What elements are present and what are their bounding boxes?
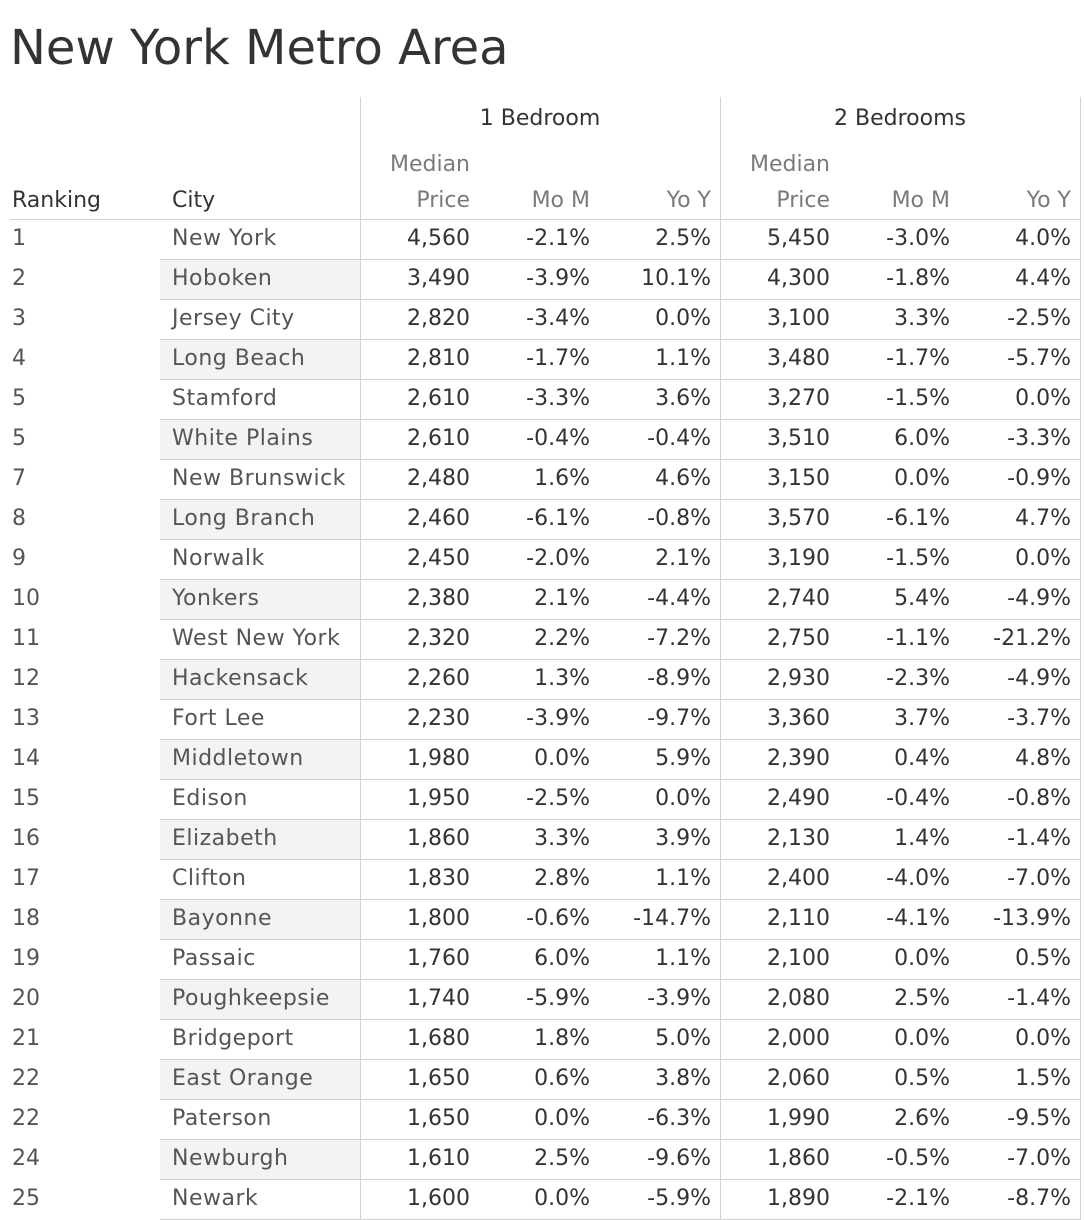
table-cell: 2,480 [407, 466, 470, 491]
table-cell: 2,610 [407, 386, 470, 411]
rank-cell: 19 [12, 946, 40, 971]
rank-cell: 5 [12, 386, 26, 411]
table-cell: 2,930 [767, 666, 830, 691]
row-divider [160, 1019, 1080, 1020]
table-cell: -1.1% [886, 626, 950, 651]
subcolumn-header: Median [749, 152, 830, 177]
table-cell: -4.4% [647, 586, 711, 611]
table-cell: 3,270 [767, 386, 830, 411]
table-cell: 5.4% [894, 586, 950, 611]
header-ranking: Ranking [12, 188, 101, 213]
table-cell: 0.0% [1015, 546, 1071, 571]
table-cell: 2,000 [767, 1026, 830, 1051]
table-cell: -3.3% [1007, 426, 1071, 451]
table-cell: -0.5% [886, 1146, 950, 1171]
row-divider [160, 859, 1080, 860]
table-cell: 4,300 [767, 266, 830, 291]
table-cell: 4.7% [1015, 506, 1071, 531]
table-cell: 2,390 [767, 746, 830, 771]
table-cell: 0.5% [1015, 946, 1071, 971]
table-cell: -7.0% [1007, 866, 1071, 891]
table-cell: 3.3% [534, 826, 590, 851]
table-cell: 4.8% [1015, 746, 1071, 771]
row-divider [160, 1139, 1080, 1140]
subcolumn-header: Yo Y [666, 188, 711, 213]
table-cell: 5,450 [767, 226, 830, 251]
table-cell: -9.5% [1007, 1106, 1071, 1131]
rank-cell: 20 [12, 986, 40, 1011]
rank-cell: 12 [12, 666, 40, 691]
rank-cell: 1 [12, 226, 26, 251]
table-cell: 1,830 [407, 866, 470, 891]
table-cell: 2,400 [767, 866, 830, 891]
city-cell: Edison [172, 786, 248, 811]
table-cell: 1,760 [407, 946, 470, 971]
table-cell: -2.0% [526, 546, 590, 571]
table-cell: -1.8% [886, 266, 950, 291]
rank-cell: 17 [12, 866, 40, 891]
table-cell: 1,600 [407, 1186, 470, 1211]
row-divider [160, 899, 1080, 900]
table-cell: -2.5% [526, 786, 590, 811]
table-cell: 1.1% [655, 866, 711, 891]
table-cell: 0.0% [534, 1106, 590, 1131]
table-cell: 2,320 [407, 626, 470, 651]
table-cell: 1,740 [407, 986, 470, 1011]
table-cell: 0.0% [894, 1026, 950, 1051]
rank-cell: 18 [12, 906, 40, 931]
table-cell: 3,360 [767, 706, 830, 731]
rank-cell: 9 [12, 546, 26, 571]
table-cell: -9.7% [647, 706, 711, 731]
row-divider [160, 739, 1080, 740]
row-divider [10, 219, 1080, 220]
table-cell: -0.4% [647, 426, 711, 451]
table-cell: 1.1% [655, 946, 711, 971]
table-cell: -2.1% [886, 1186, 950, 1211]
table-cell: 1,610 [407, 1146, 470, 1171]
table-cell: -0.4% [526, 426, 590, 451]
city-cell: White Plains [172, 426, 314, 451]
table-cell: 2,080 [767, 986, 830, 1011]
table-cell: -0.9% [1007, 466, 1071, 491]
city-cell: Elizabeth [172, 826, 278, 851]
table-cell: -1.5% [886, 386, 950, 411]
table-cell: 3,100 [767, 306, 830, 331]
table-cell: 2.5% [655, 226, 711, 251]
table-cell: 6.0% [894, 426, 950, 451]
table-cell: -4.9% [1007, 586, 1071, 611]
page-title: New York Metro Area [10, 20, 509, 76]
row-divider [160, 779, 1080, 780]
city-cell: Long Beach [172, 346, 306, 371]
city-cell: East Orange [172, 1066, 314, 1091]
table-cell: -3.4% [526, 306, 590, 331]
rank-cell: 7 [12, 466, 26, 491]
city-cell: Newark [172, 1186, 259, 1211]
row-divider [160, 579, 1080, 580]
table-cell: -6.1% [526, 506, 590, 531]
row-divider [160, 379, 1080, 380]
city-cell: West New York [172, 626, 341, 651]
city-cell: Bayonne [172, 906, 272, 931]
city-cell: Stamford [172, 386, 278, 411]
table-cell: -1.7% [886, 346, 950, 371]
rank-cell: 24 [12, 1146, 40, 1171]
group-header: 1 Bedroom [479, 106, 601, 131]
header-city: City [172, 188, 216, 213]
table-cell: 2,380 [407, 586, 470, 611]
rank-cell: 13 [12, 706, 40, 731]
rank-cell: 25 [12, 1186, 40, 1211]
table-cell: 1,990 [767, 1106, 830, 1131]
table-cell: 1.1% [655, 346, 711, 371]
table-cell: 1,800 [407, 906, 470, 931]
row-divider [160, 659, 1080, 660]
table-cell: -3.0% [886, 226, 950, 251]
row-divider [160, 259, 1080, 260]
table-cell: -14.7% [633, 906, 711, 931]
table-cell: 1,650 [407, 1106, 470, 1131]
table-cell: 0.4% [894, 746, 950, 771]
table-cell: 2.5% [894, 986, 950, 1011]
rank-cell: 22 [12, 1066, 40, 1091]
rank-cell: 15 [12, 786, 40, 811]
row-divider [160, 299, 1080, 300]
table-cell: 2.1% [655, 546, 711, 571]
row-divider [160, 619, 1080, 620]
table-cell: 0.0% [655, 306, 711, 331]
rank-cell: 11 [12, 626, 40, 651]
table-cell: 1,860 [767, 1146, 830, 1171]
table-cell: -2.1% [526, 226, 590, 251]
table-cell: -1.4% [1007, 826, 1071, 851]
table-cell: 0.5% [894, 1066, 950, 1091]
city-cell: Norwalk [172, 546, 265, 571]
table-cell: 3,570 [767, 506, 830, 531]
row-divider [160, 939, 1080, 940]
row-divider [160, 1059, 1080, 1060]
city-cell: Long Branch [172, 506, 316, 531]
table-cell: -6.1% [886, 506, 950, 531]
table-cell: 0.0% [894, 946, 950, 971]
table-cell: 2,610 [407, 426, 470, 451]
table-cell: 2,260 [407, 666, 470, 691]
table-cell: -8.7% [1007, 1186, 1071, 1211]
table-cell: -4.1% [886, 906, 950, 931]
row-divider [160, 499, 1080, 500]
table-cell: 0.0% [1015, 1026, 1071, 1051]
table-cell: 3,190 [767, 546, 830, 571]
table-cell: 4,560 [407, 226, 470, 251]
table-cell: -3.7% [1007, 706, 1071, 731]
rank-cell: 4 [12, 346, 26, 371]
column-separator [1080, 97, 1081, 1220]
table-cell: 1.4% [894, 826, 950, 851]
table-cell: 4.4% [1015, 266, 1071, 291]
city-cell: New Brunswick [172, 466, 346, 491]
rank-cell: 3 [12, 306, 26, 331]
rank-cell: 5 [12, 426, 26, 451]
subcolumn-header: Mo M [531, 188, 590, 213]
table-cell: -5.9% [647, 1186, 711, 1211]
rank-cell: 14 [12, 746, 40, 771]
rank-cell: 10 [12, 586, 40, 611]
table-cell: -21.2% [993, 626, 1071, 651]
city-cell: Hoboken [172, 266, 273, 291]
table-cell: -0.4% [886, 786, 950, 811]
row-divider [160, 699, 1080, 700]
table-cell: 3.3% [894, 306, 950, 331]
table-cell: 0.0% [894, 466, 950, 491]
table-cell: -1.7% [526, 346, 590, 371]
row-divider [160, 979, 1080, 980]
rank-cell: 2 [12, 266, 26, 291]
table-cell: 2.8% [534, 866, 590, 891]
table-cell: 3.9% [655, 826, 711, 851]
rank-cell: 21 [12, 1026, 40, 1051]
table-cell: -5.9% [526, 986, 590, 1011]
table-cell: 2,490 [767, 786, 830, 811]
group-header: 2 Bedrooms [834, 106, 966, 131]
row-divider [160, 1099, 1080, 1100]
city-cell: Bridgeport [172, 1026, 294, 1051]
city-cell: Poughkeepsie [172, 986, 330, 1011]
table-cell: -5.7% [1007, 346, 1071, 371]
city-cell: Paterson [172, 1106, 272, 1131]
table-cell: 0.0% [534, 1186, 590, 1211]
table-cell: 2,230 [407, 706, 470, 731]
table-cell: -1.5% [886, 546, 950, 571]
table-cell: -1.4% [1007, 986, 1071, 1011]
table-cell: 3,150 [767, 466, 830, 491]
row-divider [160, 419, 1080, 420]
table-cell: -6.3% [647, 1106, 711, 1131]
table-cell: 2,130 [767, 826, 830, 851]
city-cell: Fort Lee [172, 706, 265, 731]
city-cell: Yonkers [172, 586, 260, 611]
table-cell: -4.9% [1007, 666, 1071, 691]
table-cell: 3.7% [894, 706, 950, 731]
table-cell: -3.9% [526, 266, 590, 291]
table-cell: 2,450 [407, 546, 470, 571]
row-divider [160, 459, 1080, 460]
table-cell: 0.6% [534, 1066, 590, 1091]
table-cell: -9.6% [647, 1146, 711, 1171]
table-cell: 0.0% [1015, 386, 1071, 411]
table-cell: 2.2% [534, 626, 590, 651]
table-cell: 1.8% [534, 1026, 590, 1051]
subcolumn-header: Yo Y [1026, 188, 1071, 213]
table-cell: 2.6% [894, 1106, 950, 1131]
table-cell: 1,680 [407, 1026, 470, 1051]
table-cell: 1.3% [534, 666, 590, 691]
city-cell: Clifton [172, 866, 247, 891]
table-cell: 2,810 [407, 346, 470, 371]
table-cell: 2,100 [767, 946, 830, 971]
row-divider [160, 819, 1080, 820]
table-cell: 3.8% [655, 1066, 711, 1091]
table-cell: -13.9% [993, 906, 1071, 931]
table-cell: -8.9% [647, 666, 711, 691]
table-cell: 1,650 [407, 1066, 470, 1091]
table-cell: -7.0% [1007, 1146, 1071, 1171]
rank-cell: 8 [12, 506, 26, 531]
table-cell: -2.5% [1007, 306, 1071, 331]
city-cell: Newburgh [172, 1146, 289, 1171]
table-cell: 1,950 [407, 786, 470, 811]
table-cell: 1,890 [767, 1186, 830, 1211]
table-cell: -3.9% [526, 706, 590, 731]
table-cell: 2.5% [534, 1146, 590, 1171]
table-cell: 2,110 [767, 906, 830, 931]
table-cell: 3.6% [655, 386, 711, 411]
table-cell: 5.9% [655, 746, 711, 771]
subcolumn-header: Price [416, 188, 470, 213]
table-cell: 1,980 [407, 746, 470, 771]
table-cell: -0.6% [526, 906, 590, 931]
subcolumn-header: Price [776, 188, 830, 213]
rank-cell: 22 [12, 1106, 40, 1131]
table-cell: 4.6% [655, 466, 711, 491]
table-cell: -7.2% [647, 626, 711, 651]
table-cell: -4.0% [886, 866, 950, 891]
subcolumn-header: Median [389, 152, 470, 177]
table-cell: -0.8% [647, 506, 711, 531]
table-cell: -3.3% [526, 386, 590, 411]
table-cell: 4.0% [1015, 226, 1071, 251]
row-divider [160, 339, 1080, 340]
table-cell: 1,860 [407, 826, 470, 851]
table-cell: 0.0% [655, 786, 711, 811]
table-cell: 0.0% [534, 746, 590, 771]
table-cell: -0.8% [1007, 786, 1071, 811]
table-cell: -3.9% [647, 986, 711, 1011]
table-cell: 2.1% [534, 586, 590, 611]
table-cell: 1.5% [1015, 1066, 1071, 1091]
table-cell: 3,490 [407, 266, 470, 291]
subcolumn-header: Mo M [891, 188, 950, 213]
table-cell: 10.1% [641, 266, 711, 291]
row-divider [160, 1179, 1080, 1180]
table-cell: 2,820 [407, 306, 470, 331]
city-cell: Hackensack [172, 666, 309, 691]
rank-cell: 16 [12, 826, 40, 851]
city-cell: Passaic [172, 946, 256, 971]
table-cell: 2,740 [767, 586, 830, 611]
city-cell: Middletown [172, 746, 304, 771]
table-cell: 5.0% [655, 1026, 711, 1051]
table-cell: 2,460 [407, 506, 470, 531]
table-cell: -2.3% [886, 666, 950, 691]
table-cell: 2,750 [767, 626, 830, 651]
table-cell: 2,060 [767, 1066, 830, 1091]
city-cell: Jersey City [172, 306, 295, 331]
table-cell: 3,510 [767, 426, 830, 451]
table-cell: 1.6% [534, 466, 590, 491]
row-divider [160, 539, 1080, 540]
city-cell: New York [172, 226, 277, 251]
table-cell: 6.0% [534, 946, 590, 971]
table-cell: 3,480 [767, 346, 830, 371]
